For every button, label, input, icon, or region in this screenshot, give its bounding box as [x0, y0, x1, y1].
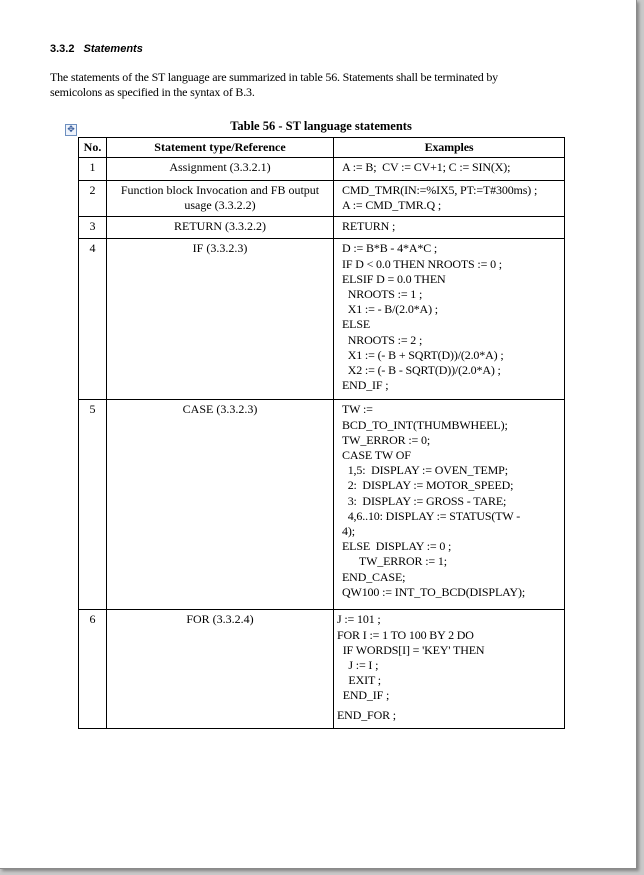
code-line: IF D < 0.0 THEN NROOTS := 0 ;: [342, 256, 502, 271]
cell-examples: [334, 239, 565, 400]
cell-examples: [334, 610, 565, 729]
cell-statement-type: Assignment (3.3.2.1): [107, 158, 334, 181]
table-row: [79, 610, 565, 729]
cell-no: 2: [79, 181, 107, 217]
code-line: EXIT ;: [337, 673, 381, 688]
code-line: END_FOR ;: [337, 707, 396, 722]
statements-table: [78, 137, 565, 729]
cell-examples: [334, 181, 565, 217]
cell-examples: [334, 158, 565, 181]
code-line: NROOTS := 1 ;: [342, 287, 423, 302]
cell-statement-type: FOR (3.3.2.4): [107, 610, 334, 729]
code-line: J := I ;: [337, 658, 379, 673]
code-line: TW_ERROR := 1;: [342, 554, 447, 569]
cell-examples: [334, 400, 565, 610]
code-line: 4);: [342, 524, 355, 539]
code-line: CASE TW OF: [342, 448, 411, 463]
code-line: IF WORDS[I] = 'KEY' THEN: [337, 642, 485, 657]
code-line: X1 := (- B + SQRT(D))/(2.0*A) ;: [342, 347, 504, 362]
code-line: TW :=: [342, 402, 373, 417]
table-row: [79, 217, 565, 239]
intro-line: semicolons as specified in the syntax of B.3.: [50, 85, 255, 99]
code-line: X2 := (- B - SQRT(D))/(2.0*A) ;: [342, 363, 501, 378]
code-line: 2: DISPLAY := MOTOR_SPEED;: [342, 478, 514, 493]
code-line: NROOTS := 2 ;: [342, 332, 423, 347]
header-examples: Examples: [334, 138, 565, 158]
cell-no: 4: [79, 239, 107, 400]
code-line: 1,5: DISPLAY := OVEN_TEMP;: [342, 463, 508, 478]
cell-no: 1: [79, 158, 107, 181]
code-line: D := B*B - 4*A*C ;: [342, 241, 438, 256]
cell-statement-type: IF (3.3.2.3): [107, 239, 334, 400]
code-line: ELSE DISPLAY := 0 ;: [342, 539, 452, 554]
table-header-row: [79, 138, 565, 158]
table-row: [79, 181, 565, 217]
code-line: QW100 := INT_TO_BCD(DISPLAY);: [342, 584, 526, 599]
code-line: BCD_TO_INT(THUMBWHEEL);: [342, 417, 508, 432]
code-line: J := 101 ;: [337, 612, 381, 627]
cell-examples: [334, 217, 565, 239]
section-number: 3.3.2: [50, 43, 75, 55]
table-row: [79, 158, 565, 181]
section-title: Statements: [83, 43, 143, 55]
table-row: [79, 400, 565, 610]
cell-statement-type: CASE (3.3.2.3): [107, 400, 334, 610]
table-move-handle-icon[interactable]: ✥: [65, 124, 77, 136]
cell-statement-type: RETURN (3.3.2.2): [107, 217, 334, 239]
code-line: A := B; CV := CV+1; C := SIN(X);: [342, 160, 511, 174]
code-line: 4,6..10: DISPLAY := STATUS(TW -: [342, 508, 521, 523]
header-no: No.: [79, 138, 107, 158]
code-line: 3: DISPLAY := GROSS - TARE;: [342, 493, 507, 508]
code-line: ELSIF D = 0.0 THEN: [342, 271, 446, 286]
code-line: END_IF ;: [337, 688, 390, 703]
section-heading: [50, 43, 143, 55]
code-line: END_CASE;: [342, 569, 406, 584]
code-line: RETURN ;: [342, 219, 396, 234]
code-line: X1 := - B/(2.0*A) ;: [342, 302, 438, 317]
intro-line: The statements of the ST language are summarized in table 56. Statements shall be terminated by: [50, 70, 498, 84]
table-row: [79, 239, 565, 400]
table-caption: Table 56 - ST language statements: [230, 119, 412, 133]
cell-no: 6: [79, 610, 107, 729]
code-line: A := CMD_TMR.Q ;: [342, 198, 442, 213]
code-line: TW_ERROR := 0;: [342, 432, 430, 447]
cell-no: 5: [79, 400, 107, 610]
header-statement-type: Statement type/Reference: [107, 138, 334, 158]
intro-paragraph: [50, 70, 570, 100]
code-line: ELSE: [342, 317, 371, 332]
cell-statement-type: Function block Invocation and FB output usage (3.3.2.2): [107, 181, 334, 217]
code-line: CMD_TMR(IN:=%IX5, PT:=T#300ms) ;: [342, 183, 538, 197]
code-line: FOR I := 1 TO 100 BY 2 DO: [337, 627, 474, 642]
cell-no: 3: [79, 217, 107, 239]
code-line: END_IF ;: [342, 378, 389, 393]
